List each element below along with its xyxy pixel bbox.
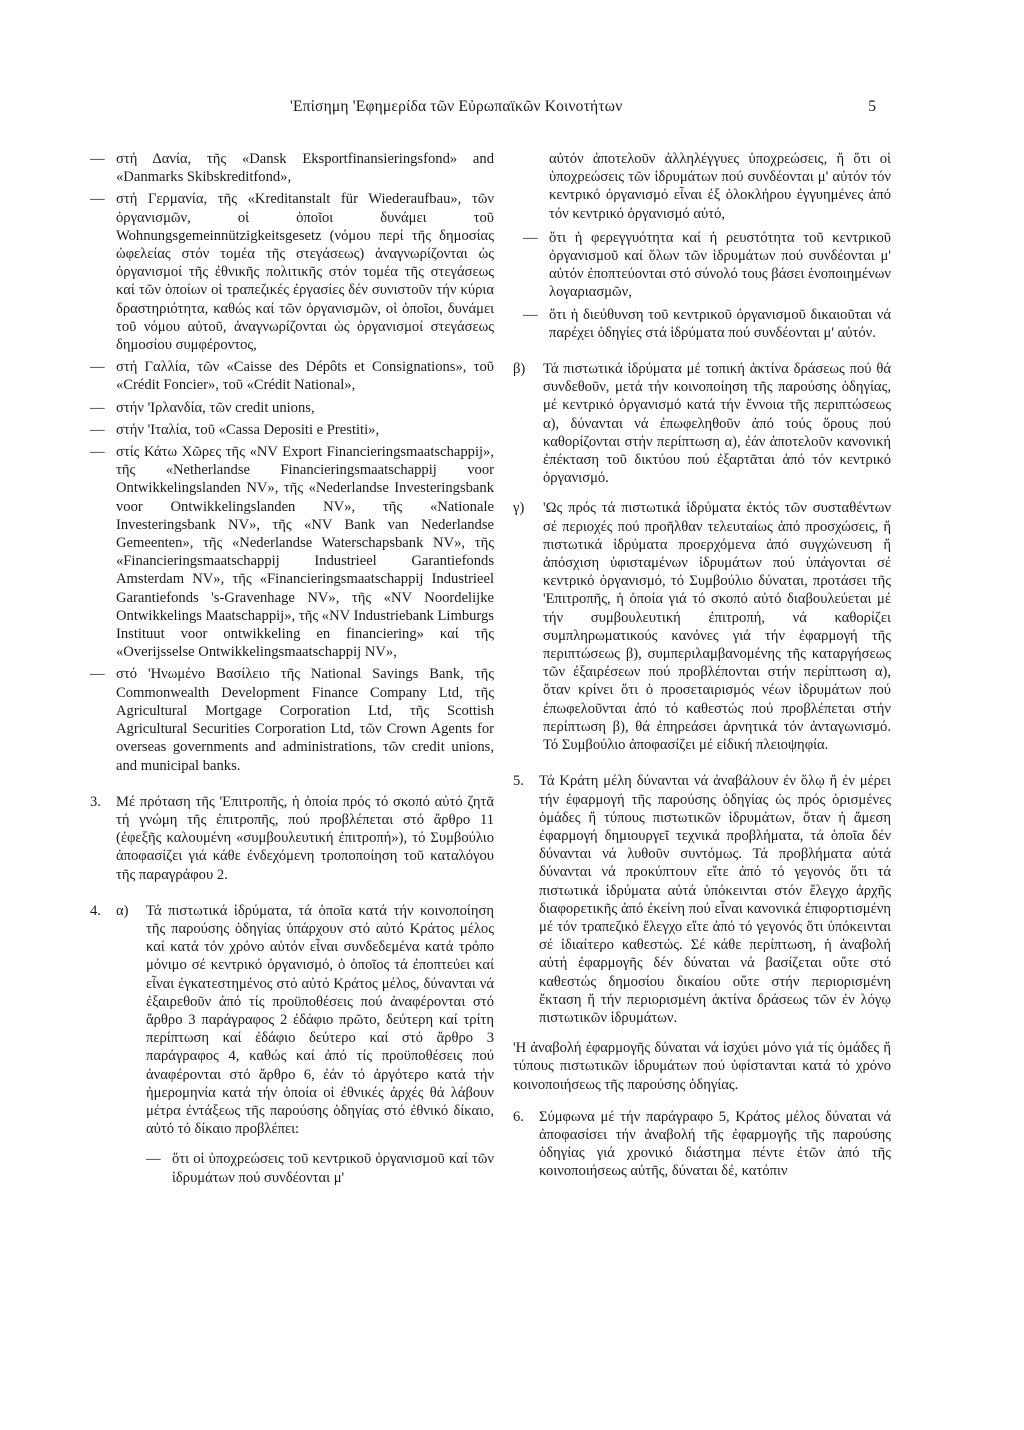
paragraph-4c: γ) 'Ως πρός τά πιστωτικά ἱδρύματα ἐκτός τῶν συσταθέντων σέ περιοχές πού προῆλθαν τελευταίως ἀπό προσχώσεις, ἤ πιστωτικά ἱδρύματα προερχόμενα ἀπό συγχώνευση ἤ ἀπόσχιση ὑφισταμένων ἱδρυμάτων πού ὑπάγονται σέ κεντρικό ὀργανισμό, τό Συμβούλιο δύναται, προτάσει τῆς 'Επιτροπῆς, ἡ ὁποία γιά τό σκοπό αὐτό διαβουλεύεται μέ τήν συμβουλευτική ἐπιτροπή, νά καθορίζει συμπληρωματικούς κανόνες γιά τήν ἐφαρμογή τῆς περιπτώσεως β), συμπεριλαμβανομένης τῆς καταργήσεως τῶν ἐξαιρέσεων πού προβλέπονται στήν περίπτωση α), ὅταν κρίνει ὅτι ὁ προσεταιρισμός νέων ἱδρυμάτων πού ἐπωφελοῦνται ἀπό τό καθεστώς πού προβλέπεται στήν περίπτωση β), θά ἐπηρεάσει ἀρνητικά τόν ἀνταγωνισμό. Τό Συμβούλιο ἀποφασίζει μέ εἰδική πλειοψηφία. — [513, 500, 891, 754]
list-item: — στήν 'Ιταλία, τοῦ «Cassa Depositi e Prestiti», — [90, 421, 380, 438]
paragraph-4b: β) Τά πιστωτικά ἱδρύματα μέ τοπική ἀκτίνα δράσεως πού θά συνδεθοῦν, μετά τήν κοινοποίηση τῆς παρούσης ὁδηγίας, μέ κεντρικό ὀργανισμό κατά τήν ἔννοια τῆς περιπτώσεως α), δύνανται νά ἐπωφεληθοῦν ἀπό τούς ὅρους πού καθορίζονται στήν περίπτωση α), ἐάν ἀποτελοῦν κανονική ἐπέκταση τοῦ δικτύου πού ἐξαρτᾶται ἀπό τόν κεντρικό ὀργανισμό. — [513, 361, 891, 487]
paragraph-5: 5. Τά Κράτη μέλη δύνανται νά ἀναβάλουν ἐν ὅλῳ ἤ ἐν μέρει τήν ἐφαρμογή τῆς παρούσης ὁδηγίας ὡς πρός ὁρισμένες ὁμάδες ἤ τύπους πιστωτικῶν ἱδρυμάτων, ὅταν ἡ ἄμεση ἐφαρμογή δημιουργεῖ τεχνικά προβλήματα, τά ὁποῖα δέν δύνανται νά λυθοῦν συντόμως. Τά προβλήματα αὐτά δύνανται νά προκύπτουν εἴτε ἀπό τό γεγονός ὅτι τά πιστωτικά ἱδρύματα αὐτά ὑπόκεινται στόν ἔλεγχο ἀρχῆς διαφορετικῆς ἀπό ἐκείνη πού εἶναι κανονικά ἐπιφορτισμένη μέ τόν τραπεζικό ἔλεγχο εἴτε ἀπό τό γεγονός ὅτι ὑπόκεινται σέ ἰδιαίτερο καθεστώς. Σέ κάθε περίπτωση, ἡ ἀναβολή αὐτή ἐφαρμογῆς δέν δύναται νά βασίζεται οὔτε στό καθεστώς δημοσίου δικαίου οὔτε στήν περιορισμένη ἔκταση ἤ τήν περιορισμένη ἀκτίνα δράσεως τῶν ἐν λόγῳ πιστωτικῶν ἱδρυμάτων. — [513, 773, 891, 1026]
paragraph-3: 3. Μέ πρόταση τῆς 'Επιτροπῆς, ἡ ὁποία πρός τό σκοπό αὐτό ζητᾶ τή γνώμη τῆς ἐπιτροπῆς, πού προβλέπεται στό ἄρθρο 11 (ἐφεξῆς καλουμένη «συμβουλευτική ἐπιτροπή»), τό Συμβούλιο ἀποφασίζει γιά κάθε ἐνδεχόμενη τροποποίηση τοῦ καταλόγου τῆς παραγράφου 2. — [90, 793, 494, 883]
list-item: — στή Γαλλία, τῶν «Caisse des Dépôts et Consignations», τοῦ «Crédit Foncier», τοῦ «Crédit National», — [90, 359, 494, 394]
left-column — [90, 150, 494, 1191]
list-item: — ὅτι ἡ διεύθυνση τοῦ κεντρικοῦ ὀργανισμοῦ δικαιοῦται νά παρέχει ὁδηγίες στά ἱδρύματα πού συνδέονται μ' αὐτόν. — [523, 306, 891, 341]
page-header — [290, 98, 880, 122]
list-item: — ὅτι ἡ φερεγγυότητα καί ἡ ρευστότητα τοῦ κεντρικοῦ ὀργανισμοῦ καί ὅλων τῶν ἱδρυμάτων πού συνδέονται μ' αὐτόν ἐποπτεύονται στό σύνολό τους βάσει ἑνοποιημένων λογαριασμῶν, — [523, 229, 891, 301]
list-item: — στίς Κάτω Χῶρες τῆς «NV Export Financieringsmaatschappij», τῆς «Netherlandse Financieringsmaatschappij voor Ontwikkelingslanden NV», τῆς «Nederlandse Investeringsbank voor Ontwikkelingslanden NV», τῆς «Nationale Investeringsbank NV», τῆς «NV Bank van Nederlandse Gemeenten», τῆς «Nederlandse Waterschapsbank NV», τῆς «Financieringsmaatschappij Industrieel Garantiefonds Amsterdam NV», τῆς «Financieringsmaatschappij Industrieel Garantiefonds 's-Gravenhage NV», τῆς «NV Noordelijke Ontwikkelings Maatschappij», τῆς «NV Industriebank Limburgs Instituut voor ontwikkeling en financiering» καί τῆς «Overijsselse Ontwikkelingsmaatschappij NV», — [90, 444, 494, 661]
continued-text: αὐτόν ἀποτελοῦν ἀλληλέγγυες ὑποχρεώσεις, ἤ ὅτι οἱ ὑποχρεώσεις τῶν ἱδρυμάτων πού συνδέονται μ' αὐτόν τόν κεντρικό ὀργανισμό εἶναι ἐξ ὁλοκλήρου ἐγγυημένες ἀπό τόν κεντρικό ὀργανισμό αὐτό, — [549, 151, 891, 222]
page-number: 5 — [868, 98, 876, 115]
list-item: — ὅτι οἱ ὑποχρεώσεις τοῦ κεντρικοῦ ὀργανισμοῦ καί τῶν ἱδρυμάτων πού συνδέονται μ' — [146, 1151, 494, 1186]
right-column — [513, 150, 891, 1185]
journal-title: 'Επίσημη 'Εφημερίδα τῶν Εὐρωπαϊκῶν Κοινοτήτων — [290, 98, 623, 115]
paragraph-5-continued: 'Η ἀναβολή ἐφαρμογῆς δύναται νά ἰσχύει μόνο γιά τίς ὁμάδες ἤ τύπους πιστωτικῶν ἱδρυμάτων πού ὑφίστανται κατά τό χρόνο κοινοποιήσεως τῆς παρούσης ὁδηγίας. — [513, 1040, 891, 1093]
list-item: — στήν 'Ιρλανδία, τῶν credit unions, — [90, 399, 315, 416]
list-item: — στή Γερμανία, τῆς «Kreditanstalt für Wiederaufbau», τῶν ὀργανισμῶν, οἱ ὁποῖοι δυνάμει τοῦ Wohnungsgemeinnützigkeitsgesetz (νόμου περί τῆς δημοσίας ὠφελείας στόν τομέα τῆς στεγάσεως) ἀναγνωρίζονται ὡς ὀργανισμοί τῆς ἐθνικῆς πολιτικῆς στόν τομέα τῆς στεγάσεως καί τῶν ὁποίων οἱ τραπεζικές ἐργασίες δέν συνιστοῦν τήν κύρια δραστηριότητα, καθώς καί τῶν ὀργανισμῶν, οἱ ὁποῖοι, δυνάμει τοῦ νόμου αὐτοῦ, ἀναγνωρίζονται ὡς ὀργανισμοί στεγάσεως δημοσίου συμφέροντος, — [90, 191, 494, 354]
paragraph-6: 6. Σύμφωνα μέ τήν παράγραφο 5, Κράτος μέλος δύναται νά ἀποφασίσει τήν ἀναβολή τῆς ἐφαρμογῆς τῆς παρούσης ὁδηγίας γιά χρονικό διάστημα πέντε ἐτῶν ἀπό τῆς κοινοποιήσεως αὐτῆς, δύναται δέ, κατόπιν — [513, 1108, 891, 1180]
list-item: — στό 'Ηνωμένο Βασίλειο τῆς National Savings Bank, τῆς Commonwealth Development Finance Company Ltd, τῆς Agricultural Mortgage Corporation Ltd, τῆς Scottish Agricultural Securities Corporation Ltd, τῶν Crown Agents for overseas governments and administrations, τῶν credit unions, and municipal banks. — [90, 666, 494, 774]
paragraph-4a: 4. α) Τά πιστωτικά ἱδρύματα, τά ὁποῖα κατά τήν κοινοποίηση τῆς παρούσης ὁδηγίας ὑπάρχουν στό αὐτό Κράτος μέλος καί κατά τόν χρόνο αὐτόν εἶναι συνδεδεμένα κατά τρόπο μόνιμο σέ κεντρικό ὀργανισμό, ὁ ὁποῖος τά ἐποπτεύει καί εἶναι ἐγκατεστημένος στό αὐτό Κράτος μέλος, δύνανται νά ἐξαιρεθοῦν ἀπό τίς προϋποθέσεις πού ἀναφέρονται στό ἄρθρο 3 παράγραφος 2 ἐδάφιο πρῶτο, δεύτερη καί τρίτη περίπτωση καί ἐδάφιο δεύτερο καί στό ἄρθρο 3 παράγραφος 4, καθώς καί ἀπό τίς προϋποθέσεις πού ἀναφέρονται στό ἄρθρο 6, ἐάν τό ἀργότερο κατά τήν ἡμερομηνία κατά τήν ὁποία οἱ ἐθνικές ἀρχές θά λάβουν μέτρα ἐντάξεως τῆς παρούσης ὁδηγίας στό ἐθνικό δίκαιο, αὐτό τό δίκαιο προβλέπει: — [90, 902, 494, 1138]
list-item: — στή Δανία, τῆς «Dansk Eksportfinansieringsfond» and «Danmarks Skibskreditfond», — [90, 151, 494, 186]
